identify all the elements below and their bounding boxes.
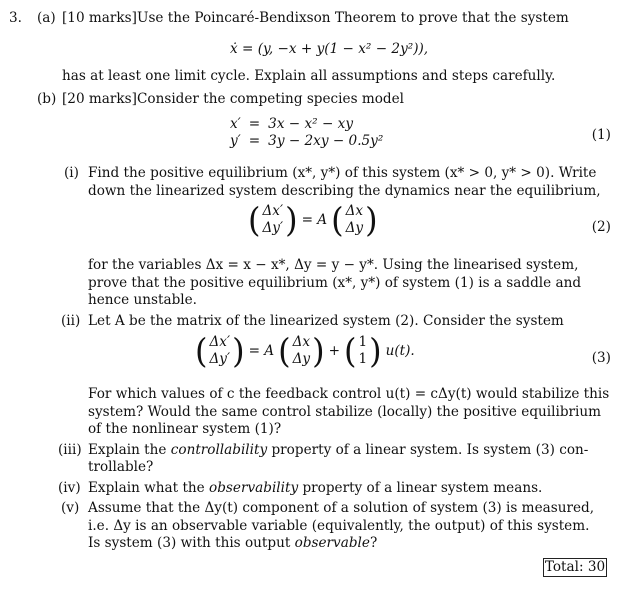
sub-v-post: ? <box>369 535 378 551</box>
part-a-conclusion: has at least one limit cycle. Explain all assumptions and steps carefully. <box>62 68 556 84</box>
paren-close: ) <box>232 331 245 371</box>
controllability-term: controllability <box>170 442 268 458</box>
part-a-intro: Use the Poincaré-Bendixson Theorem to prove that the system <box>137 10 569 26</box>
part-a-marks: [10 marks] <box>62 10 137 26</box>
part-b-marks: [20 marks] <box>62 91 137 107</box>
sub-i-line-5: hence unstable. <box>88 292 198 308</box>
equation-number-1: (1) <box>591 127 611 143</box>
paren-open: ( <box>343 331 357 371</box>
part-a-equation: ẋ = (y, −x + y(1 − x² − 2y²)), <box>230 41 429 57</box>
sub-v-line-2: i.e. Δy is an observable variable (equivalently, the output) of this system. <box>88 518 590 534</box>
system-eq-2: = <box>248 133 261 149</box>
system-eq-1: = <box>248 116 261 132</box>
paren-open: ( <box>331 200 344 240</box>
paren-close: ) <box>369 331 382 371</box>
equals-a: = A <box>301 212 328 228</box>
vec-dx: Δx <box>292 334 311 350</box>
sub-v-line-3 <box>88 535 377 552</box>
observability-term: observability <box>209 480 299 496</box>
paren-close: ) <box>312 331 325 371</box>
vec-dy: Δy <box>345 220 364 236</box>
equation-number-2: (2) <box>591 219 611 235</box>
paren-close: ) <box>365 200 378 240</box>
part-b-label: (b) <box>37 91 57 107</box>
vec-b-bottom: 1 <box>358 351 368 367</box>
equation-number-3: (3) <box>591 350 611 366</box>
sub-v-line-1: Assume that the Δy(t) component of a solution of system (3) is measured, <box>88 500 595 516</box>
sub-ii-label: (ii) <box>61 313 81 329</box>
vec-dy-prime: Δy′ <box>262 220 284 236</box>
part-a-label: (a) <box>37 10 56 26</box>
vec-dy: Δy <box>292 351 311 367</box>
sub-ii-line-2: For which values of c the feedback control u(t) = cΔy(t) would stabilize this <box>88 386 610 402</box>
sub-iii-line-1 <box>88 442 588 459</box>
vec-b-top: 1 <box>358 334 368 350</box>
control-system-equation <box>195 331 415 371</box>
vec-dy-prime: Δy′ <box>209 351 231 367</box>
sub-iii-label: (iii) <box>58 442 82 458</box>
sub-iv-pre: Explain what the <box>88 480 205 496</box>
equals-a: = A <box>248 343 275 359</box>
sub-iv-post: property of a linear system means. <box>302 480 543 496</box>
sub-i-line-4: prove that the positive equilibrium (x*, y*) of system (1) is a saddle and <box>88 275 582 291</box>
sub-v-label: (v) <box>61 500 80 516</box>
sub-iv-label: (iv) <box>58 480 81 496</box>
vec-dx-prime: Δx′ <box>262 203 284 219</box>
vec-dx-prime: Δx′ <box>209 334 231 350</box>
sub-iv-line-1 <box>88 480 542 497</box>
part-b-intro: Consider the competing species model <box>137 91 405 107</box>
vec-dx: Δx <box>345 203 364 219</box>
sub-ii-line-1: Let A be the matrix of the linearized system (2). Consider the system <box>88 313 564 329</box>
sub-ii-line-3: system? Would the same control stabilize (locally) the positive equilibrium <box>88 404 602 420</box>
competing-species-system <box>226 116 387 150</box>
sub-ii-line-4: of the nonlinear system (1)? <box>88 421 282 437</box>
paren-open: ( <box>195 331 208 371</box>
plus-sign: + <box>328 343 340 359</box>
linearized-equation <box>248 200 378 240</box>
paren-open: ( <box>248 200 261 240</box>
sub-iii-line-2: trollable? <box>88 459 154 475</box>
control-input: u(t). <box>385 343 415 359</box>
system-lhs-2: y′ <box>230 133 241 149</box>
sub-v-pre: Is system (3) with this output <box>88 535 291 551</box>
sub-iii-post: property of a linear system. Is system (3) con- <box>271 442 589 458</box>
paren-open: ( <box>278 331 291 371</box>
system-rhs-1: 3x − x² − xy <box>268 116 354 132</box>
paren-close: ) <box>285 200 298 240</box>
observable-term: observable <box>294 535 370 551</box>
sub-iii-pre: Explain the <box>88 442 167 458</box>
sub-i-line-2: down the linearized system describing the dynamics near the equilibrium, <box>88 183 601 199</box>
question-number: 3. <box>9 10 22 26</box>
total-marks-box: Total: 30 <box>544 559 606 575</box>
sub-i-line-3: for the variables Δx = x − x*, Δy = y − y*. Using the linearised system, <box>88 257 579 273</box>
system-lhs-1: x′ <box>230 116 241 132</box>
system-rhs-2: 3y − 2xy − 0.5y² <box>268 133 384 149</box>
sub-i-label: (i) <box>64 165 79 181</box>
sub-i-line-1: Find the positive equilibrium (x*, y*) of this system (x* > 0, y* > 0). Write <box>88 165 597 181</box>
